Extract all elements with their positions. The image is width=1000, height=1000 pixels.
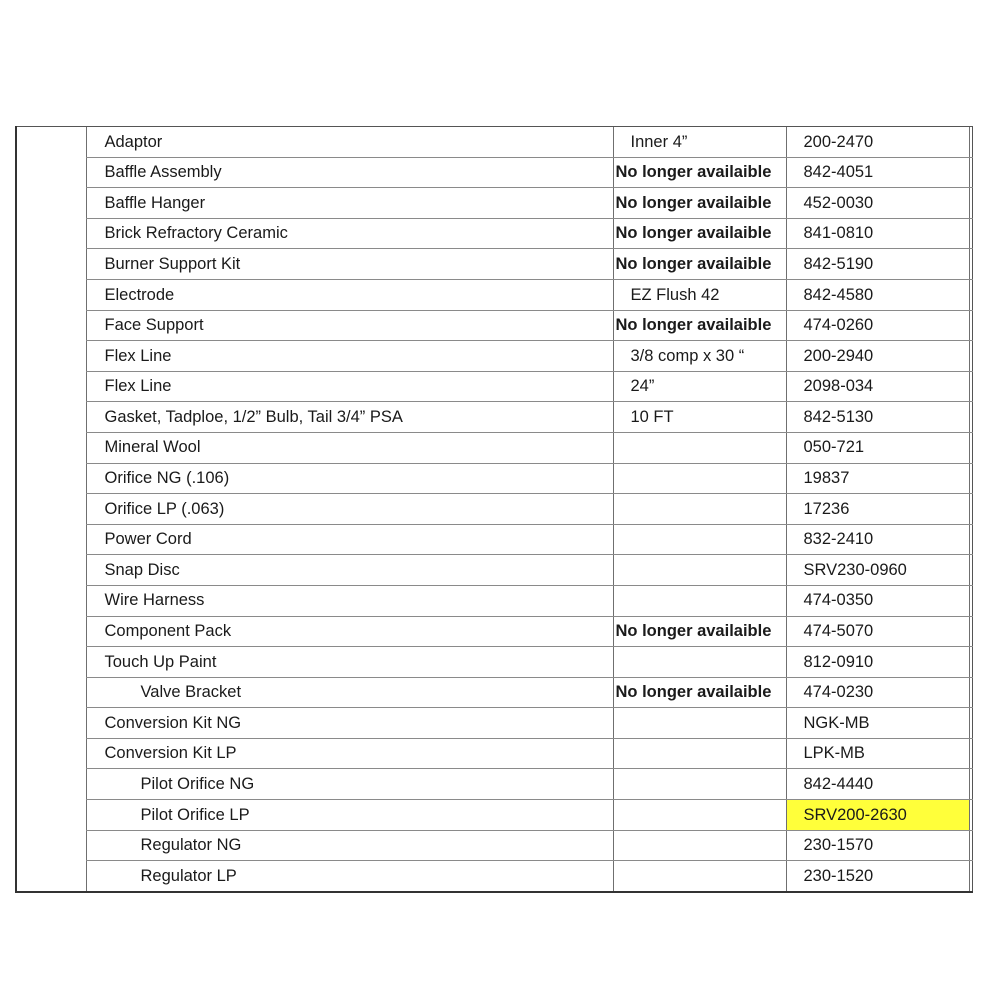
part-note	[613, 494, 786, 525]
part-note	[613, 800, 786, 831]
row-edge-cell	[969, 830, 972, 861]
part-description: Pilot Orifice NG	[86, 769, 613, 800]
table-row	[16, 738, 972, 769]
part-note	[613, 524, 786, 555]
part-note: No longer availaible	[613, 218, 786, 249]
table-row	[16, 708, 972, 739]
row-gutter-cell	[16, 249, 86, 280]
row-edge-cell	[969, 188, 972, 219]
part-note	[613, 738, 786, 769]
part-number: 812-0910	[786, 647, 969, 678]
parts-table-body	[16, 127, 972, 892]
part-description: Adaptor	[86, 127, 613, 158]
parts-table	[15, 126, 973, 893]
part-number: 832-2410	[786, 524, 969, 555]
row-edge-cell	[969, 371, 972, 402]
part-note: No longer availaible	[613, 188, 786, 219]
part-number: 230-1520	[786, 861, 969, 892]
row-edge-cell	[969, 218, 972, 249]
part-description: Wire Harness	[86, 585, 613, 616]
part-number: 19837	[786, 463, 969, 494]
part-description: Component Pack	[86, 616, 613, 647]
part-note	[613, 555, 786, 586]
part-note: No longer availaible	[613, 249, 786, 280]
row-gutter-cell	[16, 279, 86, 310]
part-description: Burner Support Kit	[86, 249, 613, 280]
part-note	[613, 769, 786, 800]
part-number: 474-0230	[786, 677, 969, 708]
part-description: Mineral Wool	[86, 432, 613, 463]
table-row	[16, 800, 972, 831]
part-note: 3/8 comp x 30 “	[613, 341, 786, 372]
table-row	[16, 647, 972, 678]
table-row	[16, 677, 972, 708]
table-row	[16, 432, 972, 463]
part-note	[613, 647, 786, 678]
row-gutter-cell	[16, 432, 86, 463]
part-description: Power Cord	[86, 524, 613, 555]
part-description: Snap Disc	[86, 555, 613, 586]
part-description: Flex Line	[86, 371, 613, 402]
row-gutter-cell	[16, 769, 86, 800]
row-gutter-cell	[16, 494, 86, 525]
table-row	[16, 279, 972, 310]
row-gutter-cell	[16, 555, 86, 586]
part-note	[613, 861, 786, 892]
row-edge-cell	[969, 647, 972, 678]
part-note: No longer availaible	[613, 616, 786, 647]
table-row	[16, 371, 972, 402]
row-edge-cell	[969, 494, 972, 525]
part-number: 842-5130	[786, 402, 969, 433]
table-row	[16, 861, 972, 892]
part-description: Orifice LP (.063)	[86, 494, 613, 525]
part-description: Brick Refractory Ceramic	[86, 218, 613, 249]
part-number: 842-5190	[786, 249, 969, 280]
part-number: 474-5070	[786, 616, 969, 647]
part-number: SRV230-0960	[786, 555, 969, 586]
part-description: Face Support	[86, 310, 613, 341]
row-gutter-cell	[16, 157, 86, 188]
part-description: Pilot Orifice LP	[86, 800, 613, 831]
part-number: LPK-MB	[786, 738, 969, 769]
table-row	[16, 769, 972, 800]
row-gutter-cell	[16, 738, 86, 769]
row-edge-cell	[969, 861, 972, 892]
row-edge-cell	[969, 463, 972, 494]
row-edge-cell	[969, 310, 972, 341]
table-row	[16, 524, 972, 555]
part-description: Touch Up Paint	[86, 647, 613, 678]
row-gutter-cell	[16, 861, 86, 892]
part-note	[613, 708, 786, 739]
row-gutter-cell	[16, 341, 86, 372]
row-gutter-cell	[16, 647, 86, 678]
part-number: SRV200-2630	[786, 800, 969, 831]
part-number: 17236	[786, 494, 969, 525]
row-edge-cell	[969, 341, 972, 372]
row-edge-cell	[969, 127, 972, 158]
row-edge-cell	[969, 279, 972, 310]
part-description: Conversion Kit LP	[86, 738, 613, 769]
part-note: No longer availaible	[613, 310, 786, 341]
part-note: EZ Flush 42	[613, 279, 786, 310]
part-number: 841-0810	[786, 218, 969, 249]
row-gutter-cell	[16, 677, 86, 708]
table-row	[16, 616, 972, 647]
row-gutter-cell	[16, 127, 86, 158]
table-row	[16, 555, 972, 586]
part-note: Inner 4”	[613, 127, 786, 158]
part-note	[613, 463, 786, 494]
part-note: No longer availaible	[613, 677, 786, 708]
row-gutter-cell	[16, 616, 86, 647]
table-row	[16, 157, 972, 188]
part-note	[613, 830, 786, 861]
part-description: Gasket, Tadploe, 1/2” Bulb, Tail 3/4” PSA	[86, 402, 613, 433]
row-gutter-cell	[16, 708, 86, 739]
row-edge-cell	[969, 708, 972, 739]
row-edge-cell	[969, 769, 972, 800]
part-note: 24”	[613, 371, 786, 402]
part-note	[613, 432, 786, 463]
table-row	[16, 218, 972, 249]
part-number: 842-4051	[786, 157, 969, 188]
table-row	[16, 188, 972, 219]
row-gutter-cell	[16, 463, 86, 494]
part-number: 452-0030	[786, 188, 969, 219]
table-row	[16, 127, 972, 158]
part-number: 842-4440	[786, 769, 969, 800]
part-description: Conversion Kit NG	[86, 708, 613, 739]
part-note	[613, 585, 786, 616]
table-row	[16, 341, 972, 372]
table-row	[16, 830, 972, 861]
row-edge-cell	[969, 800, 972, 831]
part-number: 474-0350	[786, 585, 969, 616]
table-row	[16, 249, 972, 280]
row-gutter-cell	[16, 310, 86, 341]
row-gutter-cell	[16, 830, 86, 861]
row-edge-cell	[969, 677, 972, 708]
part-note: No longer availaible	[613, 157, 786, 188]
part-description: Baffle Assembly	[86, 157, 613, 188]
part-number: 050-721	[786, 432, 969, 463]
table-row	[16, 494, 972, 525]
row-edge-cell	[969, 738, 972, 769]
table-row	[16, 402, 972, 433]
part-description: Orifice NG (.106)	[86, 463, 613, 494]
part-description: Flex Line	[86, 341, 613, 372]
row-edge-cell	[969, 402, 972, 433]
table-row	[16, 463, 972, 494]
part-number: 230-1570	[786, 830, 969, 861]
row-edge-cell	[969, 555, 972, 586]
part-number: 200-2940	[786, 341, 969, 372]
row-edge-cell	[969, 616, 972, 647]
row-gutter-cell	[16, 800, 86, 831]
part-description: Regulator LP	[86, 861, 613, 892]
row-edge-cell	[969, 249, 972, 280]
part-description: Baffle Hanger	[86, 188, 613, 219]
part-description: Regulator NG	[86, 830, 613, 861]
part-number: 2098-034	[786, 371, 969, 402]
row-gutter-cell	[16, 218, 86, 249]
table-row	[16, 310, 972, 341]
part-description: Valve Bracket	[86, 677, 613, 708]
row-gutter-cell	[16, 371, 86, 402]
table-row	[16, 585, 972, 616]
row-gutter-cell	[16, 585, 86, 616]
part-description: Electrode	[86, 279, 613, 310]
part-note: 10 FT	[613, 402, 786, 433]
row-edge-cell	[969, 524, 972, 555]
row-edge-cell	[969, 157, 972, 188]
part-number: 200-2470	[786, 127, 969, 158]
row-gutter-cell	[16, 402, 86, 433]
row-edge-cell	[969, 432, 972, 463]
row-edge-cell	[969, 585, 972, 616]
row-gutter-cell	[16, 188, 86, 219]
part-number: 474-0260	[786, 310, 969, 341]
part-number: NGK-MB	[786, 708, 969, 739]
part-number: 842-4580	[786, 279, 969, 310]
row-gutter-cell	[16, 524, 86, 555]
